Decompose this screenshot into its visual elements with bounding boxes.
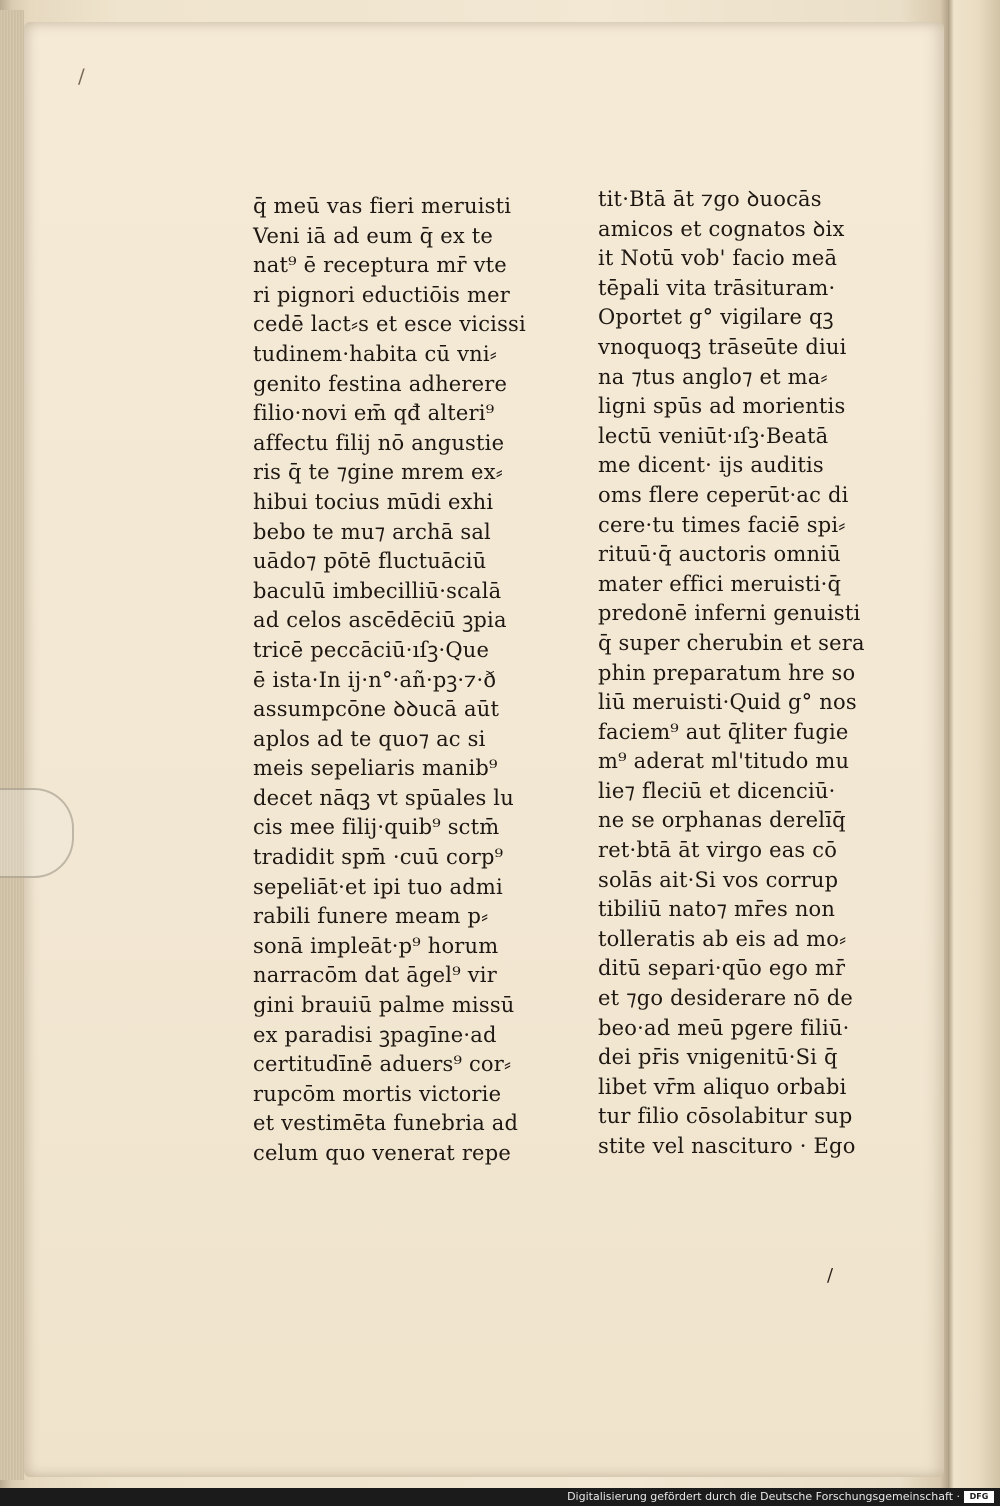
text-line: m⁹ aderat ml'titudo mu	[598, 749, 850, 774]
text-line: sonā impleāt·p⁹ horum	[253, 933, 499, 958]
text-line: et vestimēta funebria ad	[253, 1111, 519, 1136]
text-line: decet nāqꝫ vt spūales lu	[253, 785, 514, 810]
text-line: nat⁹ ē receptura mr̄ vte	[253, 253, 507, 278]
text-line: libet vr̄m aliquo orbabi	[598, 1074, 847, 1099]
text-line: rupcōm mortis victorie	[253, 1081, 502, 1106]
text-line: it Notū vob' facio meā	[598, 246, 838, 271]
text-line: rabili funere meam p⸗	[253, 904, 489, 929]
text-line: genito festina adherere	[253, 371, 508, 396]
text-line: et ⁊go desiderare nō de	[598, 986, 853, 1011]
text-line: cere·tu times faciē spi⸗	[598, 512, 846, 537]
text-line: ligni spūs ad morientis	[598, 394, 846, 419]
text-line: ad celos ascēdēciū ꝫpia	[253, 608, 507, 633]
text-line: tricē peccāciū·ıſꝫ·Que	[253, 637, 490, 662]
text-line: phin preparatum hre so	[598, 660, 856, 685]
dfg-logo: DFG	[964, 1491, 994, 1503]
text-line: hibui tocius mūdi exhi	[253, 489, 494, 514]
text-line: lie⁊ fleciū et dicenciū·	[598, 778, 836, 803]
text-line: narracōm dat āgel⁹ vir	[253, 963, 497, 988]
text-line: me dicent· ijs auditis	[598, 453, 824, 478]
text-line: bebo te mu⁊ archā sal	[253, 519, 491, 544]
text-line: celum quo venerat repe	[253, 1141, 511, 1165]
text-line: tudinem·habita cū vni⸗	[253, 341, 497, 366]
text-line: Veni iā ad eum q̄ ex te	[253, 223, 494, 248]
text-line: affectu filij nō angustie	[253, 430, 505, 455]
text-line: q̄ meū vas fieri meruisti	[253, 194, 512, 218]
text-line: oms flere ceperūt·ac di	[598, 482, 849, 507]
text-line: ri pignori eductiōis mer	[253, 282, 510, 307]
text-line: assumpcōne ꝺꝺucā aūt	[253, 697, 500, 722]
ink-mark: /	[827, 1265, 834, 1286]
text-line: cis mee filij·quib⁹ sctm̄	[253, 815, 500, 840]
text-line: stite vel nascituro · Ego	[598, 1134, 856, 1158]
text-line: amicos et cognatos ꝺix	[598, 216, 845, 241]
text-line: meis sepeliaris manib⁹	[253, 756, 498, 781]
text-line: tolleratis ab eis ad mo⸗	[598, 926, 847, 951]
text-line: mater effici meruisti·q̄	[598, 571, 842, 596]
text-line: tradidit spm̄ ·cuū corp⁹	[253, 845, 504, 870]
text-line: tibiliū nato⁊ mr̄es non	[598, 897, 836, 922]
text-line: ex paradisi ꝫpagīne·ad	[253, 1022, 497, 1047]
text-line: faciem⁹ aut q̄liter fugie	[598, 719, 849, 744]
page-clip	[0, 788, 74, 878]
text-line: lectū veniūt·ıſꝫ·Beatā	[598, 423, 829, 448]
page-corner-mark: /	[78, 64, 85, 88]
text-column-left	[253, 192, 563, 1169]
text-line: na ⁊tus anglo⁊ et ma⸗	[598, 364, 828, 389]
text-line: vnoquoqꝫ trāseūte diui	[598, 334, 847, 359]
text-line: baculū imbecilliū·scalā	[253, 578, 502, 603]
text-line: dei pr̄is vnigenitū·Si q̄	[598, 1045, 838, 1070]
text-line: tēpali vita trāsituram·	[598, 275, 836, 300]
text-line: sepeliāt·et ipi tuo admi	[253, 874, 503, 899]
text-line: predonē inferni genuisti	[598, 601, 861, 626]
text-line: ditū separi·qūo ego mr̄	[598, 956, 846, 981]
right-page-edge	[948, 0, 1000, 1488]
text-line: ne se orphanas derelīq̄	[598, 808, 846, 833]
text-line: filio·novi em̄ qđ alteri⁹	[253, 401, 495, 426]
text-line: tit·Btā āt ⁊go ꝺuocās	[598, 187, 822, 211]
text-line: uādo⁊ pōtē fluctuāciū	[253, 549, 487, 574]
text-line: ē ista·In ij·n°·añ·pꝫ·⁊·ð	[253, 667, 497, 692]
text-column-right	[598, 185, 908, 1162]
text-line: tur filio cōsolabitur sup	[598, 1104, 853, 1129]
page-edges	[0, 10, 24, 1480]
text-line: ris q̄ te ⁊gine mrem ex⸗	[253, 460, 503, 485]
text-line: aplos ad te quo⁊ ac si	[253, 726, 486, 751]
text-line: gini brauiū palme missū	[253, 993, 515, 1018]
text-line: liū meruisti·Quid g° nos	[598, 690, 857, 715]
text-line: rituū·q̄ auctoris omniū	[598, 542, 841, 567]
text-line: cedē lact⸗s et esce vicissi	[253, 312, 526, 337]
text-line: q̄ super cherubin et sera	[598, 630, 865, 655]
text-line: beo·ad meū pgere filiū·	[598, 1015, 850, 1040]
footer-bar	[0, 1488, 1000, 1506]
text-line: solās ait·Si vos corrup	[598, 867, 839, 892]
text-line: ret·btā āt virgo eas cō	[598, 838, 838, 863]
text-line: Oportet g° vigilare qꝫ	[598, 305, 834, 330]
funding-credit: Digitalisierung gefördert durch die Deutsche Forschungsgemeinschaft ·	[567, 1490, 960, 1503]
text-line: certitudīnē aduers⁹ cor⸗	[253, 1052, 512, 1077]
